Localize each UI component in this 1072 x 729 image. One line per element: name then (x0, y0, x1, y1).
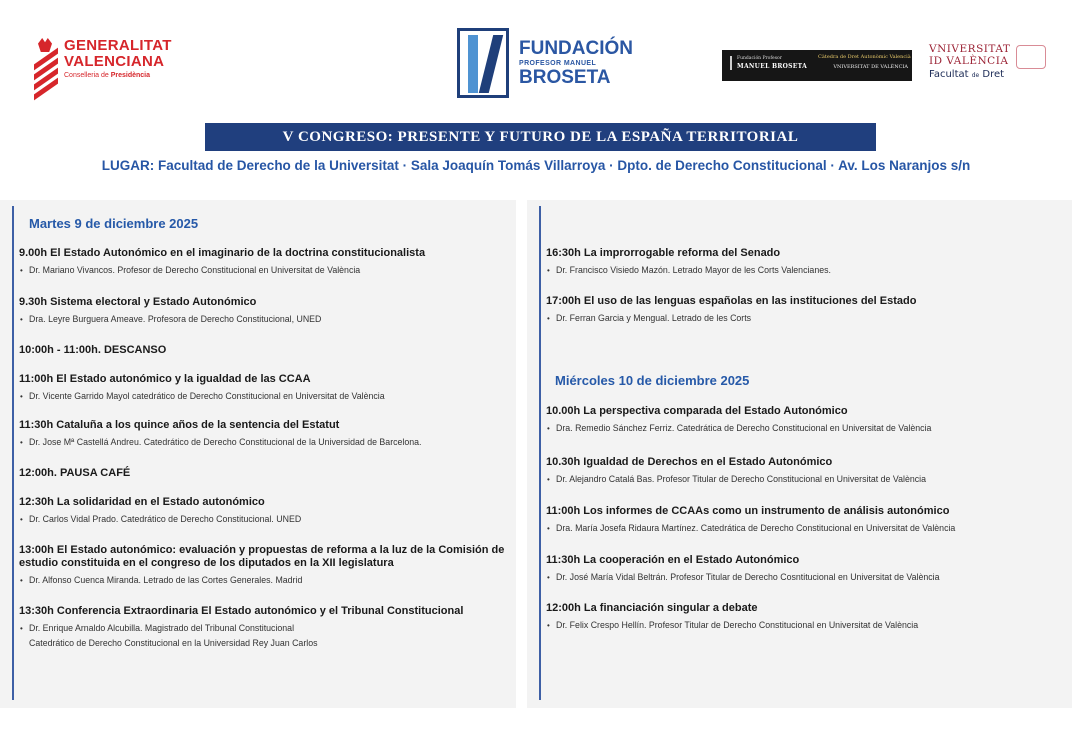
fundacion-line1: FUNDACIÓN (519, 37, 633, 59)
item-title: 11:00h Los informes de CCAAs como un instrumento de análisis autonómico (546, 505, 950, 517)
fundacion-emblem-icon (457, 28, 509, 98)
universitat-valencia-logo (929, 43, 1049, 80)
item-speaker: • Dr. José María Vidal Beltrán. Profesor Titular de Derecho Cosntitucional en Universitat de València (546, 572, 1066, 583)
item-speaker: • Dr. Jose Mª Castellá Andreu. Catedrático de Derecho Constitucional de la Universidad de Barcelona. (19, 437, 509, 448)
item-speaker: • Dra. María Josefa Ridaura Martínez. Catedrática de Derecho Constitucional en Universitat de València (546, 523, 1066, 534)
item-speaker: • Dr. Francisco Visiedo Mazón. Letrado Mayor de les Corts Valencianes. (546, 265, 1066, 276)
program-item (19, 544, 509, 586)
fundacion-line3: BROSETA (519, 66, 611, 88)
generalitat-emblem-icon (34, 38, 58, 92)
break-label: 10:00h - 11:00h. DESCANSO (19, 344, 167, 356)
item-speaker: • Dra. Leyre Burguera Ameave. Profesora de Derecho Constitucional, UNED (19, 314, 509, 325)
program-item (19, 373, 509, 402)
catedra-title: Càtedra de Dret Autonòmic Valencià (818, 54, 911, 60)
catedra-uv: VNIVERSITAT DE VALÈNCIA (833, 64, 908, 70)
item-speaker: • Dr. Enrique Arnaldo Alcubilla. Magistrado del Tribunal Constitucional (19, 623, 509, 634)
program-item (546, 247, 1066, 276)
generalitat-line2: VALENCIANA (64, 53, 165, 70)
item-speaker: • Dr. Vicente Garrido Mayol catedrático de Derecho Constitucional en Universitat de València (19, 391, 509, 402)
program-item (546, 554, 1066, 583)
item-title: 13:30h Conferencia Extraordinaria El Estado autonómico y el Tribunal Constitucional (19, 605, 464, 617)
program-item (19, 496, 509, 525)
program-item (546, 405, 1066, 434)
item-speaker: • Dr. Carlos Vidal Prado. Catedrático de Derecho Constitucional. UNED (19, 514, 509, 525)
item-title: 12:30h La solidaridad en el Estado autonómico (19, 496, 265, 508)
fundacion-line2: PROFESOR MANUEL (519, 59, 597, 67)
generalitat-logo (34, 38, 172, 92)
program-item (546, 505, 1066, 534)
catedra-logo (722, 50, 912, 81)
item-title: 9.00h El Estado Autonómico en el imaginario de la doctrina constitucionalista (19, 247, 426, 259)
break-item (19, 344, 509, 356)
item-speaker: • Dr. Ferran Garcia y Mengual. Letrado de les Corts (546, 313, 1066, 324)
item-speaker-continued: Catedrático de Derecho Constitucional en la Universidad Rey Juan Carlos (29, 638, 318, 648)
uv-line1: VNIVERSITAT (929, 43, 1011, 55)
program-item (546, 602, 1066, 631)
program-item (19, 605, 509, 649)
right-program-panel (527, 200, 1072, 708)
item-title: 16:30h La improrrogable reforma del Senado (546, 247, 781, 259)
item-title: 13:00h El Estado autonómico: evaluación y propuestas de reforma a la luz de la Comisión de estudio constituida en el congreso de los diputados en la XII legislatura (19, 544, 505, 569)
day-heading-tuesday: Martes 9 de diciembre 2025 (29, 216, 199, 231)
item-speaker: • Dra. Remedio Sánchez Ferriz. Catedrática de Derecho Constitucional en Universitat de València (546, 423, 1066, 434)
uv-seal-icon (1016, 45, 1046, 69)
fundacion-broseta-logo (457, 28, 633, 98)
item-speaker: • Dr. Alejandro Catalá Bas. Profesor Titular de Derecho Constitucional en Universitat de València (546, 474, 1066, 485)
item-title: 11:00h El Estado autonómico y la igualdad de las CCAA (19, 373, 311, 385)
item-title: 11:30h La cooperación en el Estado Autonómico (546, 554, 800, 566)
catedra-small: Fundación Profesor (737, 56, 782, 61)
program-item (19, 419, 509, 448)
item-speaker: • Dr. Alfonso Cuenca Miranda. Letrado de las Cortes Generales. Madrid (19, 575, 509, 586)
break-label: 12:00h. PAUSA CAFÉ (19, 467, 131, 479)
congress-title-banner: V CONGRESO: PRESENTE Y FUTURO DE LA ESPAÑA TERRITORIAL (205, 123, 876, 151)
program-item (19, 296, 509, 325)
page-header (0, 0, 1072, 200)
break-item (19, 467, 509, 479)
program-item (546, 456, 1066, 485)
program-item (546, 295, 1066, 324)
uv-facultat: Facultat de Dret (929, 69, 1005, 80)
item-speaker: • Dr. Mariano Vivancos. Profesor de Derecho Constitucional en Universitat de València (19, 265, 509, 276)
generalitat-line1: GENERALITAT (64, 37, 172, 54)
venue-line: LUGAR: Facultad de Derecho de la Universitat · Sala Joaquín Tomás Villarroya · Dpto. de Derecho Constitucional · Av. Los Naranjos s/n (101, 158, 971, 173)
program-item (19, 247, 509, 276)
item-title: 11:30h Cataluña a los quince años de la sentencia del Estatut (19, 419, 340, 431)
day-heading-wednesday: Miércoles 10 de diciembre 2025 (555, 373, 750, 388)
item-title: 9.30h Sistema electoral y Estado Autonómico (19, 296, 257, 308)
item-title: 17:00h El uso de las lenguas españolas en las instituciones del Estado (546, 295, 917, 307)
left-program-panel (0, 200, 516, 708)
column-divider (539, 206, 541, 700)
column-divider (12, 206, 14, 700)
item-title: 12:00h La financiación singular a debate (546, 602, 758, 614)
item-title: 10.00h La perspectiva comparada del Estado Autonómico (546, 405, 848, 417)
generalitat-conselleria: Conselleria de Presidència (64, 72, 151, 79)
item-title: 10.30h Igualdad de Derechos en el Estado Autonómico (546, 456, 833, 468)
catedra-big: MANUEL BROSETA (737, 63, 808, 70)
item-speaker: • Dr. Felix Crespo Hellín. Profesor Titular de Derecho Constitucional en Universitat de València (546, 620, 1066, 631)
uv-line2: ID VALÈNCIA (929, 55, 1009, 67)
